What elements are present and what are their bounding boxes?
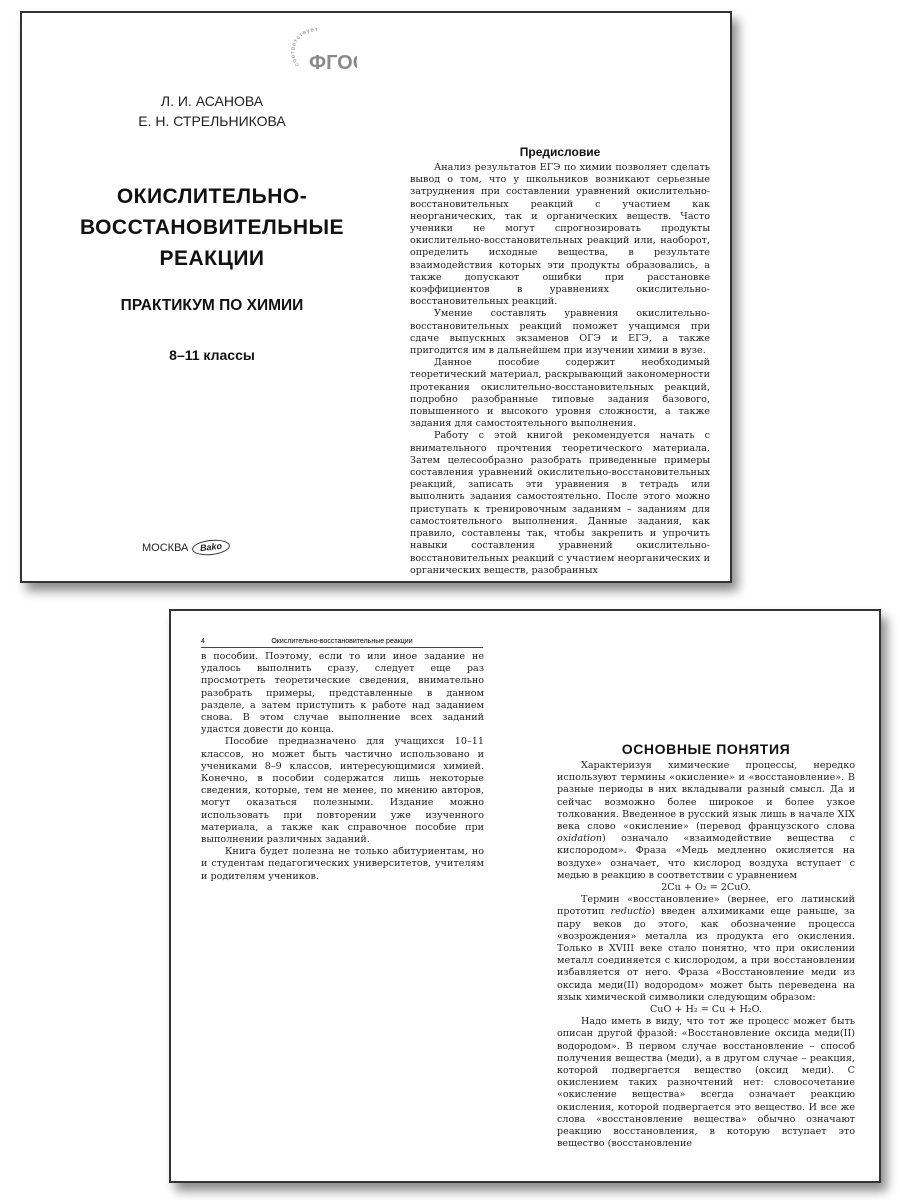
paragraph: Книга будет полезна не только абитуриентам, но и студентам педагогических университетов, учителям и родителям учеников.: [201, 846, 484, 882]
title-line: ВОССТАНОВИТЕЛЬНЫЕ: [79, 216, 345, 239]
publisher: [142, 540, 230, 555]
paragraph: Умение составлять уравнения окислительно-восстановительных реакций поможет учащимся при сдаче выпускных экзаменов ОГЭ и ЕГЭ, а также пригодится им в дальнейшем при изучении химии в вузе.: [410, 308, 710, 357]
paragraph: Данное пособие содержит необходимый теоретический материал, раскрывающий закономерности протекания окислительно-восстановительных реакций, подробно разобранные типовые задания базового, повышенного и высокого уровня сложности, а также задания для самостоятельного выполнения.: [410, 357, 710, 430]
book-title: [22, 181, 402, 274]
paragraph: Термин «восстановление» (вернее, его латинский прототип reductio) введен алхимиками еще раньше, за пару веков до этого, как обозначение процесса «возрождения» металла из продукта его окисления. Только в XVIII веке стало понятно, что при окислении металл соединяется с кислородом, а при восстановлении избавляется от него. Фраза «Восстановление меди из оксида меди(II) водородом» может быть переведена на язык химической символики следующим образом:: [557, 894, 855, 1003]
title-line: ОКИСЛИТЕЛЬНО-: [116, 185, 308, 208]
preface-continued: [201, 651, 484, 883]
running-header: [201, 636, 483, 648]
publisher-logo: Bako: [192, 538, 231, 557]
paragraph: Пособие предназначено для учащихся 10–11 классов, но может быть частично использовано и учениками 8–9 классов, интересующимися химией. Конечно, в пособии содержатся лишь некоторые сведения, которые, тем не менее, по мнению авторов, могут оказаться полезными. Издание можно использовать при повторении уже изученного материала, а также как справочное пособие при выполнении различных заданий.: [201, 736, 484, 846]
author-1: Л. И. АСАНОВА: [160, 93, 264, 109]
paragraph: Характеризуя химические процессы, нередко используют термины «окисление» и «восстановление». В разные периоды в них вкладывали разный смысл. Да и сейчас возможно более широкое и более узкое толкования. Введенное в русский язык лишь в начале XIX века слово «окисление» (перевод французского слова oxidation) означало «взаимодействие вещества с кислородом». Фраза «Медь медленно окисляется на воздухе» означает, что кислород воздуха вступает с медью в реакцию в соответствии с уравнением: [557, 760, 855, 881]
svg-text:ФГОС: ФГО: [309, 52, 353, 74]
paragraph: Анализ результатов ЕГЭ по химии позволяет сделать вывод о том, что у школьников возникают серьезные затруднения при составлении уравнений окислительно-восстановительных реакций с участием как неорганических, так и органических веществ. Часто ученики не могут спрогнозировать продукты окислительно-восстановительных реакций или, наоборот, определить исходные вещества, в результате взаимодействия которых эти продукты образовались, а также допускают ошибки при расстановке коэффициентов в уравнениях окислительно-восстановительных реакций.: [410, 162, 710, 308]
preface: [410, 145, 710, 577]
book-page-cover: [20, 11, 732, 583]
authors: [22, 91, 402, 131]
svg-text:соответствует: соответствует: [290, 27, 319, 68]
grade-range: 8–11 классы: [169, 347, 255, 363]
running-head-title: Окислительно-восстановительные реакции: [271, 638, 413, 645]
city: МОСКВА: [142, 541, 189, 554]
title-line: РЕАКЦИИ: [159, 247, 265, 270]
section-heading: ОСНОВНЫЕ ПОНЯТИЯ: [621, 741, 791, 757]
paragraph: Работу с этой книгой рекомендуется начать с внимательного прочтения теоретического материала. Затем целесообразно разобрать приведенные примеры составления уравнений окислительно-восстановительных реакций, записать эти уравнения в тетрадь или выполнить задания самостоятельно. После этого можно приступать к тренировочным заданиям – заданиям для самостоятельного выполнения. Данные задания, как правило, составлены так, чтобы закрепить и упрочить навыки составления уравнений окислительно-восстановительных реакций с участием неорганических и органических веществ, разобранных: [410, 430, 710, 576]
paragraph: Надо иметь в виду, что тот же процесс может быть описан другой фразой: «Восстановление оксида меди(II) водородом». В первом случае восстановление – способ получения вещества (меди), а в другом случае – реакция, которой подвергается вещество (оксид меди). С окислением таких разночтений нет: словосочетание «окисление вещества» всегда означает реакцию окисления, которой подвергается это вещество. И все же слова «восстановление вещества» обычно означают реакцию восстановления, в которую вступает это вещество (восстановление: [557, 1016, 855, 1150]
fgos-logo: [287, 25, 357, 75]
equation: 2Cu + O₂ = 2CuO.: [661, 882, 751, 894]
preface-heading: Предисловие: [519, 145, 601, 159]
author-2: Е. Н. СТРЕЛЬНИКОВА: [138, 113, 286, 129]
equation: CuO + H₂ = Cu + H₂O.: [649, 1004, 763, 1016]
basics-section: [557, 741, 855, 1151]
book-subtitle: ПРАКТИКУМ ПО ХИМИИ: [120, 297, 304, 314]
book-page-4: [169, 609, 881, 1183]
page-number: 4: [201, 638, 205, 645]
paragraph: в пособии. Поэтому, если то или иное задание не удалось выполнить сразу, следует еще раз просмотреть теоретические сведения, внимательно разобрать примеры, представленные в данном разделе, а затем приступить к работе над заданием снова. В этом случае выполнение всех заданий удастся довести до конца.: [201, 651, 484, 736]
